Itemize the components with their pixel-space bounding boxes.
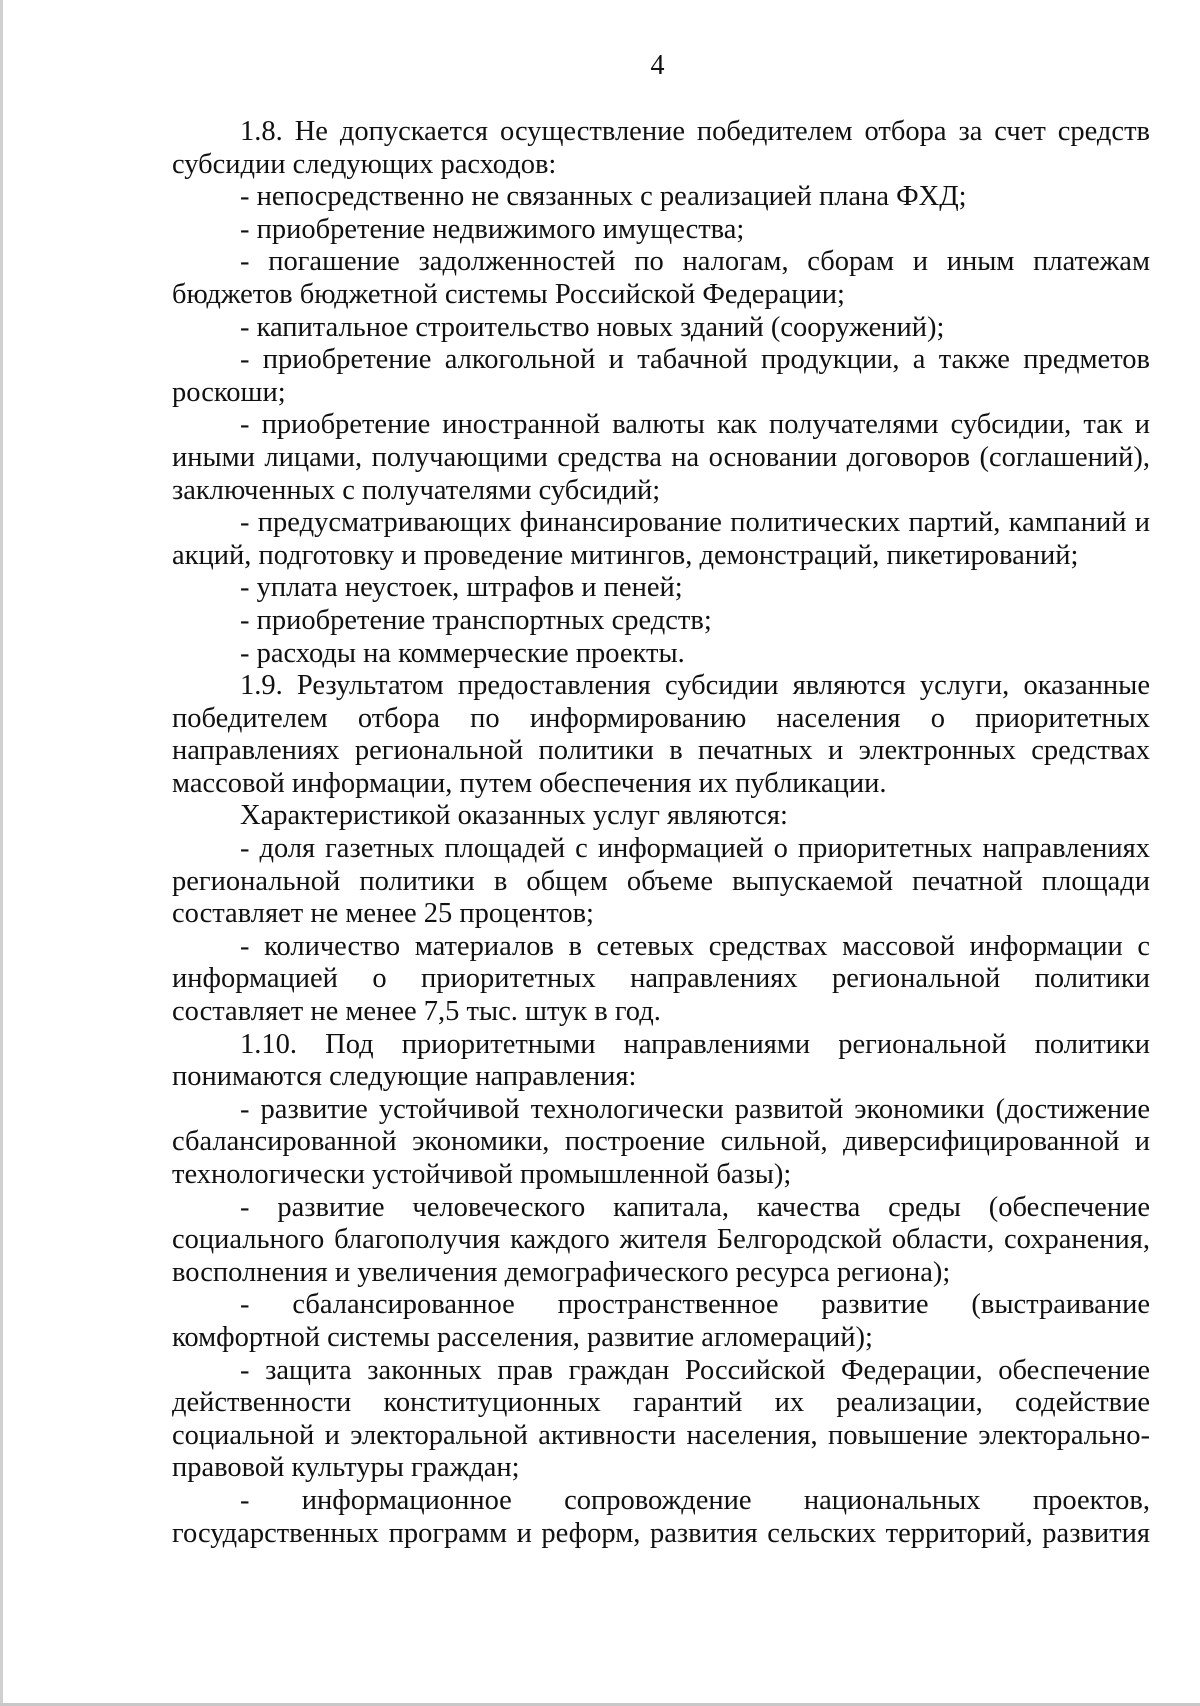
list-item: - информационное сопровождение национальных проектов, государственных программ и реформ, развития сельских территорий, развития	[172, 1484, 1150, 1549]
list-item: - уплата неустоек, штрафов и пеней;	[240, 572, 683, 604]
list-item: - сбалансированное пространственное развитие (выстраивание комфортной системы расселения, развитие агломераций);	[172, 1289, 1150, 1353]
document-body	[172, 116, 1150, 1550]
paragraph-1-10: 1.10. Под приоритетными направлениями региональной политики понимаются следующие направления:	[172, 1028, 1150, 1093]
paragraph-1-9: 1.9. Результатом предоставления субсидии являются услуги, оказанные победителем отбора по информированию населения о приоритетных направлениях региональной политики в печатных и электронных средствах массовой информации, путем обеспечения их публикации.	[172, 670, 1150, 799]
list-item: - расходы на коммерческие проекты.	[240, 637, 685, 669]
page-number: 4	[650, 50, 665, 81]
list-item: - количество материалов в сетевых средствах массовой информации с информацией о приоритетных направлениях региональной политики составляет не менее 7,5 тыс. штук в год.	[172, 930, 1150, 1028]
list-item: - приобретение алкогольной и табачной продукции, а также предметов роскоши;	[172, 344, 1150, 408]
list-item: - капитальное строительство новых зданий (сооружений);	[240, 311, 945, 343]
scan-left-edge	[0, 0, 3, 1706]
list-item: - приобретение транспортных средств;	[240, 604, 712, 636]
list-item: - погашение задолженностей по налогам, сборам и иным платежам бюджетов бюджетной системы Российской Федерации;	[172, 246, 1150, 310]
list-item: - развитие устойчивой технологически развитой экономики (достижение сбалансированной экономики, построение сильной, диверсифицированной и технологически устойчивой промышленной базы);	[172, 1093, 1150, 1190]
list-item: - приобретение иностранной валюты как получателями субсидии, так и иными лицами, получающими средства на основании договоров (соглашений), заключенных с получателями субсидий;	[172, 409, 1150, 506]
list-item: - защита законных прав граждан Российской Федерации, обеспечение действенности конституционных гарантий их реализации, содействие социальной и электоральной активности населения, повышение электорально-правовой культуры граждан;	[172, 1354, 1150, 1484]
paragraph-1-8: 1.8. Не допускается осуществление победителем отбора за счет средств субсидии следующих расходов:	[172, 116, 1150, 180]
list-item: - непосредственно не связанных с реализацией плана ФХД;	[240, 181, 967, 213]
list-item: - развитие человеческого капитала, качества среды (обеспечение социального благополучия каждого жителя Белгородской области, сохранения, восполнения и увеличения демографического ресурса региона);	[172, 1191, 1150, 1288]
paragraph-characteristics: Характеристикой оказанных услуг являются:	[240, 800, 788, 832]
list-item: - доля газетных площадей с информацией о приоритетных направлениях региональной политики в общем объеме выпускаемой печатной площади составляет не менее 25 процентов;	[172, 833, 1150, 930]
list-item: - предусматривающих финансирование политических партий, кампаний и акций, подготовку и проведение митингов, демонстраций, пикетирований;	[172, 507, 1150, 571]
list-item: - приобретение недвижимого имущества;	[240, 213, 745, 245]
